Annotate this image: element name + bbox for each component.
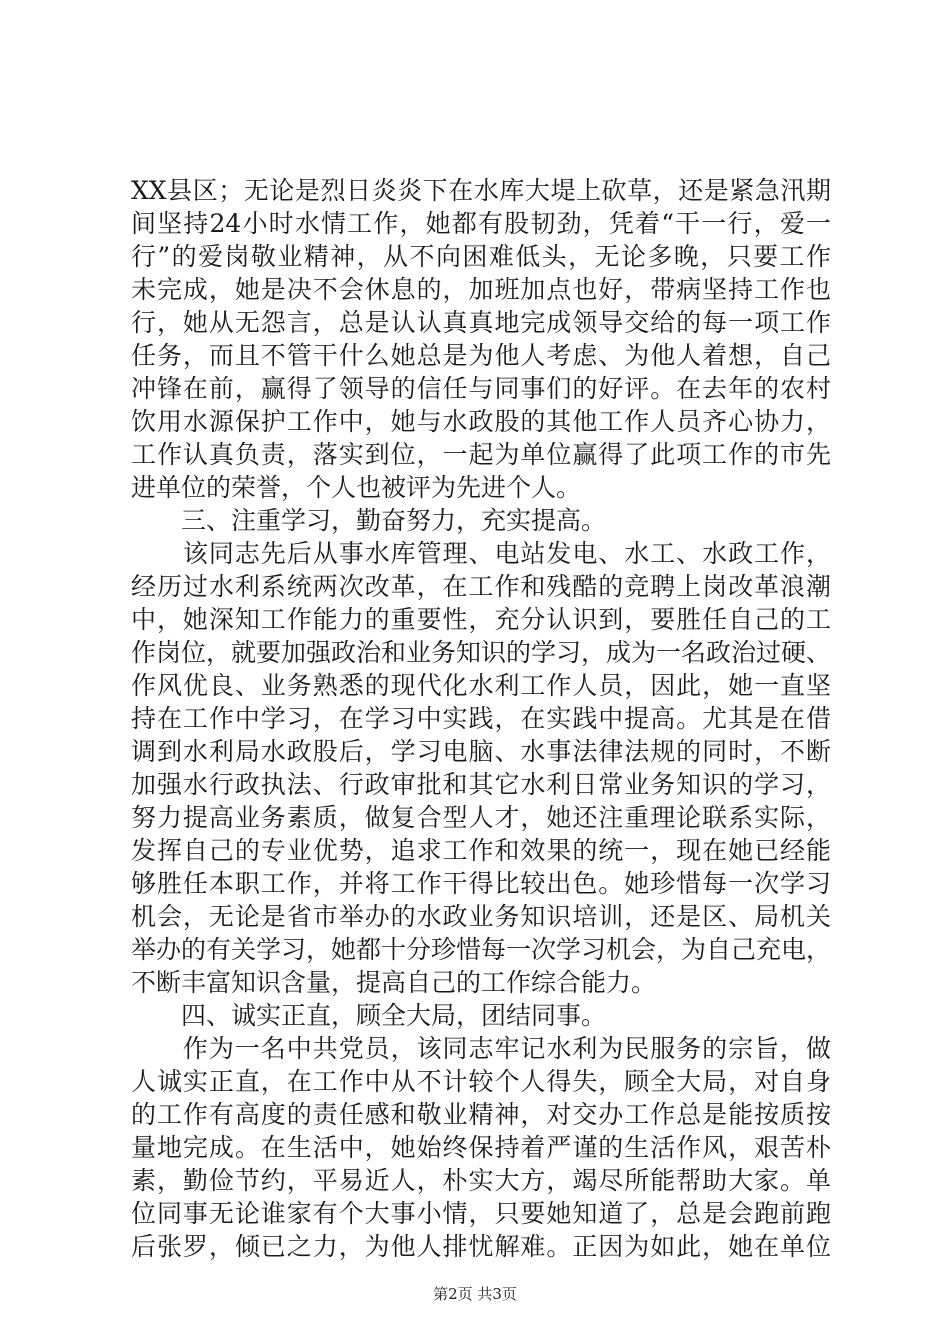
text-line: 量地完成。在生活中，她始终保持着严谨的生活作风，艰苦朴 (131, 1133, 831, 1162)
text-line: 行”的爱岗敬业精神，从不向困难低头，无论多晚，只要工作 (131, 242, 831, 271)
text-line: 行，她从无怨言，总是认认真真地完成领导交给的每一项工作 (131, 308, 831, 337)
text-line: 冲锋在前，赢得了领导的信任与同事们的好评。在去年的农村 (131, 374, 831, 403)
text-line: 饮用水源保护工作中，她与水政股的其他工作人员齐心协力， (131, 407, 831, 436)
page-footer: 第2页 共3页 (433, 1285, 517, 1303)
text-line: 发挥自己的专业优势，追求工作和效果的统一，现在她已经能 (131, 836, 831, 865)
text-line: 位同事无论谁家有个大事小情，只要她知道了，总是会跑前跑 (131, 1199, 831, 1228)
text-line: 四、诚实正直，顾全大局，团结同事。 (131, 1001, 607, 1030)
text-line: 三、注重学习，勤奋努力，充实提高。 (131, 506, 607, 535)
text-line: 作风优良、业务熟悉的现代化水利工作人员，因此，她一直坚 (131, 671, 831, 700)
body-text (131, 174, 831, 1263)
text-line: 中，她深知工作能力的重要性，充分认识到，要胜任自己的工 (131, 605, 831, 634)
text-line: 作为一名中共党员，该同志牢记水利为民服务的宗旨，做 (131, 1034, 831, 1063)
text-line: 加强水行政执法、行政审批和其它水利日常业务知识的学习， (131, 770, 831, 799)
text-line: 经历过水利系统两次改革，在工作和残酷的竞聘上岗改革浪潮 (131, 572, 831, 601)
text-line: XX县区；无论是烈日炎炎下在水库大堤上砍草，还是紧急汛期 (131, 176, 831, 205)
text-line: 调到水利局水政股后，学习电脑、水事法律法规的同时，不断 (131, 737, 831, 766)
text-line: 进单位的荣誉，个人也被评为先进个人。 (131, 473, 582, 502)
text-line: 素，勤俭节约，平易近人，朴实大方，竭尽所能帮助大家。单 (131, 1166, 831, 1195)
text-line: 任务，而且不管干什么她总是为他人考虑、为他人着想，自己 (131, 341, 831, 370)
text-line: 后张罗，倾已之力，为他人排忧解难。正因为如此，她在单位 (131, 1232, 831, 1261)
text-line: 的工作有高度的责任感和敬业精神，对交办工作总是能按质按 (131, 1100, 831, 1129)
text-line: 举办的有关学习，她都十分珍惜每一次学习机会，为自己充电， (131, 935, 832, 964)
text-line: 工作认真负责，落实到位，一起为单位赢得了此项工作的市先 (131, 440, 831, 469)
text-line: 持在工作中学习，在学习中实践，在实践中提高。尤其是在借 (131, 704, 831, 733)
text-line: 该同志先后从事水库管理、电站发电、水工、水政工作， (131, 539, 831, 568)
text-line: 不断丰富知识含量，提高自己的工作综合能力。 (131, 968, 657, 997)
text-line: 努力提高业务素质，做复合型人才，她还注重理论联系实际， (131, 803, 831, 832)
text-line: 未完成，她是决不会休息的，加班加点也好，带病坚持工作也 (131, 275, 831, 304)
text-line: 作岗位，就要加强政治和业务知识的学习，成为一名政治过硬、 (131, 638, 832, 667)
text-line: 机会，无论是省市举办的水政业务知识培训，还是区、局机关 (131, 902, 831, 931)
text-line: 够胜任本职工作，并将工作干得比较出色。她珍惜每一次学习 (131, 869, 831, 898)
text-line: 间坚持24小时水情工作，她都有股韧劲，凭着“干一行，爱一 (131, 209, 831, 238)
text-line: 人诚实正直，在工作中从不计较个人得失，顾全大局，对自身 (131, 1067, 831, 1096)
